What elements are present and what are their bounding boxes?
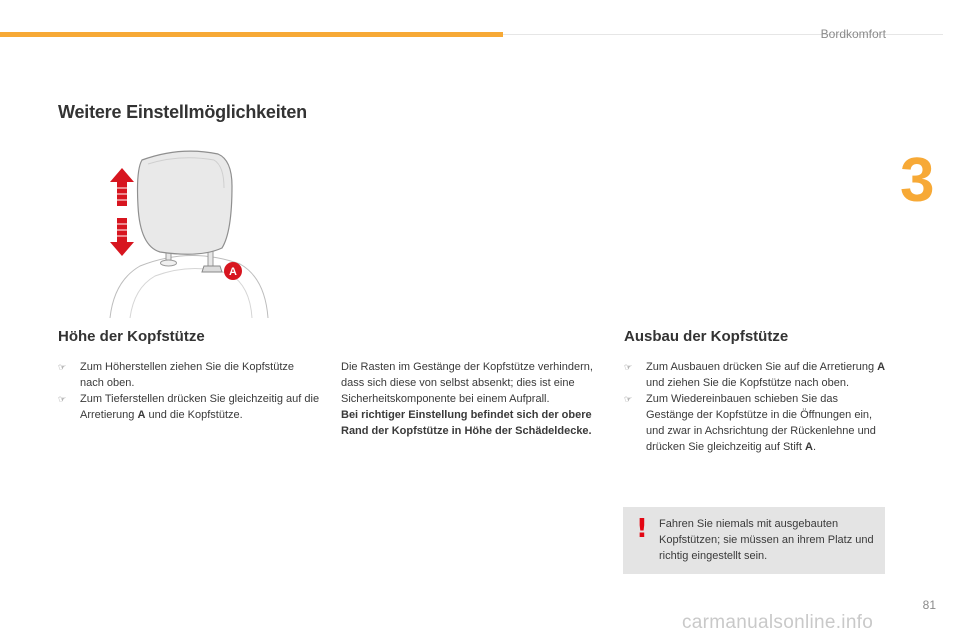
- chapter-number: 3: [900, 146, 935, 215]
- hand-bullet-icon: ☞: [58, 394, 67, 404]
- heading-removal: Ausbau der Kopfstütze: [624, 328, 789, 345]
- headrest-cushion: [138, 151, 233, 254]
- page-number: 81: [922, 598, 936, 612]
- warning-text: Fahren Sie niemals mit ausgebauten Kopfstützen; sie müssen an ihrem Platz und richtig eingestellt sein.: [659, 518, 874, 562]
- warning-exclamation-icon: !: [636, 514, 648, 544]
- list-item: ☞ Zum Tieferstellen drücken Sie gleichzeitig auf die Arretierung A und die Kopfstütze.: [58, 393, 320, 421]
- seat-backrest: [110, 255, 268, 318]
- hand-bullet-icon: ☞: [58, 362, 67, 372]
- page-title: Weitere Einstellmöglichkeiten: [58, 102, 307, 122]
- height-instructions: [58, 359, 320, 423]
- removal-instructions: [624, 359, 886, 455]
- list-item: ☞ Zum Höherstellen ziehen Sie die Kopfstütze nach oben.: [58, 361, 295, 389]
- watermark: carmanualsonline.info: [682, 612, 874, 633]
- headrest-illustration: [100, 146, 280, 318]
- marker-a-label: A: [229, 266, 237, 278]
- arrow-up-icon: [110, 168, 134, 206]
- list-item: ☞ Zum Wiedereinbauen schieben Sie das Gestänge der Kopfstütze in die Öffnungen ein, und zwar in Achsrichtung der Rückenlehne und drücken Sie gleichzeitig auf Stift A.: [624, 393, 876, 453]
- list-item: ☞ Zum Ausbauen drücken Sie auf die Arretierung A und ziehen Sie die Kopfstütze nach oben.: [624, 361, 886, 389]
- header-accent-bar: [0, 32, 503, 37]
- hand-bullet-icon: ☞: [624, 362, 633, 372]
- lock-button-A: [202, 266, 222, 272]
- heading-height: Höhe der Kopfstütze: [58, 328, 205, 345]
- post-collar-left: [161, 260, 177, 266]
- arrow-down-icon: [110, 218, 134, 256]
- section-label: Bordkomfort: [820, 27, 886, 41]
- warning-box: [623, 507, 885, 574]
- notch-explanation: Die Rasten im Gestänge der Kopfstütze verhindern, dass sich diese von selbst absenkt; dies ist eine Sicherheitskomponente bei einem Aufprall. Bei richtiger Einstellung befindet sich der obere Rand der Kopfstütze in Höhe der Schädeldecke.: [341, 361, 593, 437]
- hand-bullet-icon: ☞: [624, 394, 633, 404]
